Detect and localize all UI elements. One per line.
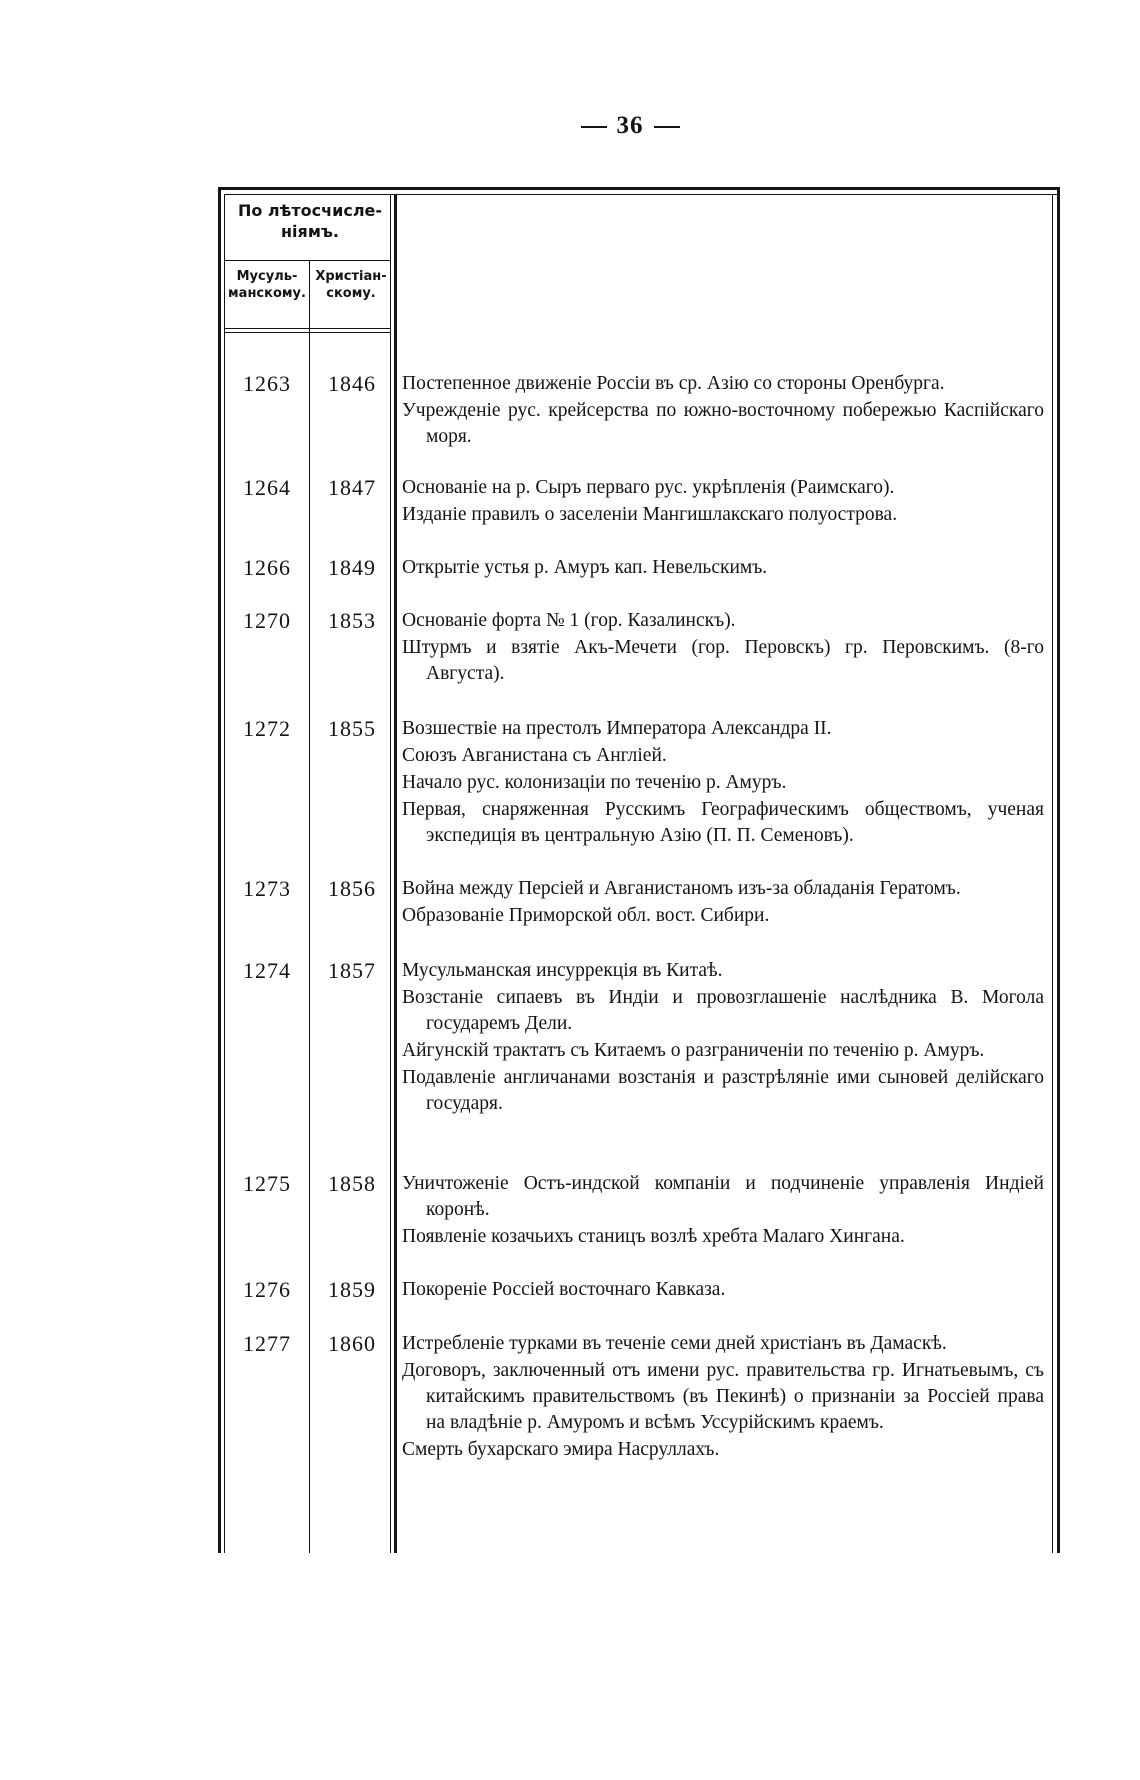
event-item: Постепенное движеніе Россіи въ ср. Азію со стороны Оренбурга. <box>402 373 945 394</box>
event-item: Мусульманская инсуррекція въ Китаѣ. <box>402 960 723 981</box>
year-christian: 1858 <box>328 1171 376 1196</box>
event-item: Начало рус. колонизаціи по теченію р. Амуръ. <box>402 772 787 793</box>
year-muslim: 1266 <box>243 555 291 580</box>
event-item: Штурмъ и взятіе Акъ-Мечети (гор. Перовскъ) гр. Перовскимъ. (8-го Августа). <box>402 637 1044 684</box>
left-rule-inner <box>224 194 225 1553</box>
event-item: Уничтоженіе Остъ-индской компаніи и подчиненіе управленія Индіей коронѣ. <box>402 1173 1044 1220</box>
page-number-text: 36 <box>616 112 644 139</box>
event-item: Первая, снаряженная Русскимъ Географическимъ обществомъ, ученая экспедиція въ центральную Азію (П. П. Семеновъ). <box>402 799 1044 846</box>
year-muslim: 1275 <box>243 1171 291 1196</box>
header-subrule <box>224 260 390 261</box>
dash-right <box>654 126 680 128</box>
header-muslim-calendar: Мусуль-манскому. <box>228 269 306 301</box>
events <box>402 958 1044 1118</box>
year-christian: 1857 <box>328 958 376 983</box>
year-christian: 1855 <box>328 716 376 741</box>
events <box>402 1331 1044 1464</box>
event-item: Смерть бухарскаго эмира Насруллахъ. <box>402 1439 720 1460</box>
year-muslim: 1273 <box>243 876 291 901</box>
year-christian: 1860 <box>328 1331 376 1356</box>
event-item: Образованіе Приморской обл. вост. Сибири. <box>402 905 770 926</box>
year-christian: 1846 <box>328 371 376 396</box>
event-item: Возстаніе сипаевъ въ Индіи и провозглашеніе наслѣдника В. Могола государемъ Дели. <box>402 987 1044 1034</box>
right-rule <box>1057 187 1060 1553</box>
top-rule-inner <box>224 194 1060 195</box>
year-christian: 1849 <box>328 555 376 580</box>
year-muslim: 1277 <box>243 1331 291 1356</box>
event-item: Возшествіе на престолъ Императора Александра II. <box>402 718 832 739</box>
event-item: Истребленіе турками въ теченіе семи дней христіанъ въ Дамаскѣ. <box>402 1333 947 1354</box>
year-christian: 1853 <box>328 608 376 633</box>
dash-left <box>581 126 607 128</box>
year-muslim: 1263 <box>243 371 291 396</box>
year-muslim: 1272 <box>243 716 291 741</box>
header-title: По лѣтосчисле-ніямъ. <box>237 201 383 241</box>
events <box>402 876 1044 930</box>
year-christian: 1847 <box>328 475 376 500</box>
events <box>402 716 1044 850</box>
event-item: Война между Персіей и Авганистаномъ изъ-за обладанія Гератомъ. <box>402 878 961 899</box>
header-bottom-rule <box>224 328 390 329</box>
events <box>402 475 1044 529</box>
year-christian: 1859 <box>328 1277 376 1302</box>
events <box>402 608 1044 688</box>
event-item: Учрежденіе рус. крейсерства по южно-восточному побережью Каспійскаго моря. <box>402 400 1044 447</box>
right-rule-inner <box>1052 194 1053 1553</box>
events <box>402 371 1044 451</box>
year-muslim: 1276 <box>243 1277 291 1302</box>
year-muslim: 1270 <box>243 608 291 633</box>
events <box>402 1277 1044 1304</box>
year-muslim: 1274 <box>243 958 291 983</box>
year-column-rule <box>309 261 310 1553</box>
text-column-rule <box>394 194 397 1553</box>
page-number <box>0 112 1140 140</box>
events <box>402 555 1044 582</box>
top-rule <box>218 187 1060 190</box>
event-item: Открытіе устья р. Амуръ кап. Невельскимъ. <box>402 557 768 578</box>
header-christian-calendar: Христіан-скому. <box>315 269 387 301</box>
left-rule <box>218 187 221 1553</box>
year-christian: 1856 <box>328 876 376 901</box>
event-item: Основаніе форта № 1 (гор. Казалинскъ). <box>402 610 736 631</box>
events <box>402 1171 1044 1251</box>
event-item: Подавленіе англичанами возстанія и разстрѣляніе ими сыновей делійскаго государя. <box>402 1067 1044 1114</box>
event-item: Изданіе правилъ о заселеніи Мангишлакскаго полуострова. <box>402 504 898 525</box>
event-item: Союзъ Авганистана съ Англіей. <box>402 745 667 766</box>
event-item: Покореніе Россіей восточнаго Кавказа. <box>402 1279 726 1300</box>
event-item: Договоръ, заключенный отъ имени рус. правительства гр. Игнатьевымъ, съ китайскимъ правительствомъ (въ Пекинѣ) о признаніи за Россіей права на владѣніе р. Амуромъ и всѣмъ Уссурійскимъ краемъ. <box>402 1360 1044 1433</box>
event-item: Основаніе на р. Сыръ перваго рус. укрѣпленія (Раимскаго). <box>402 477 895 498</box>
event-item: Появленіе козачьихъ станицъ возлѣ хребта Малаго Хингана. <box>402 1226 905 1247</box>
year-muslim: 1264 <box>243 475 291 500</box>
event-item: Айгунскій трактатъ съ Китаемъ о разграниченіи по теченію р. Амуръ. <box>402 1040 985 1061</box>
header-bottom-rule-2 <box>224 332 390 333</box>
